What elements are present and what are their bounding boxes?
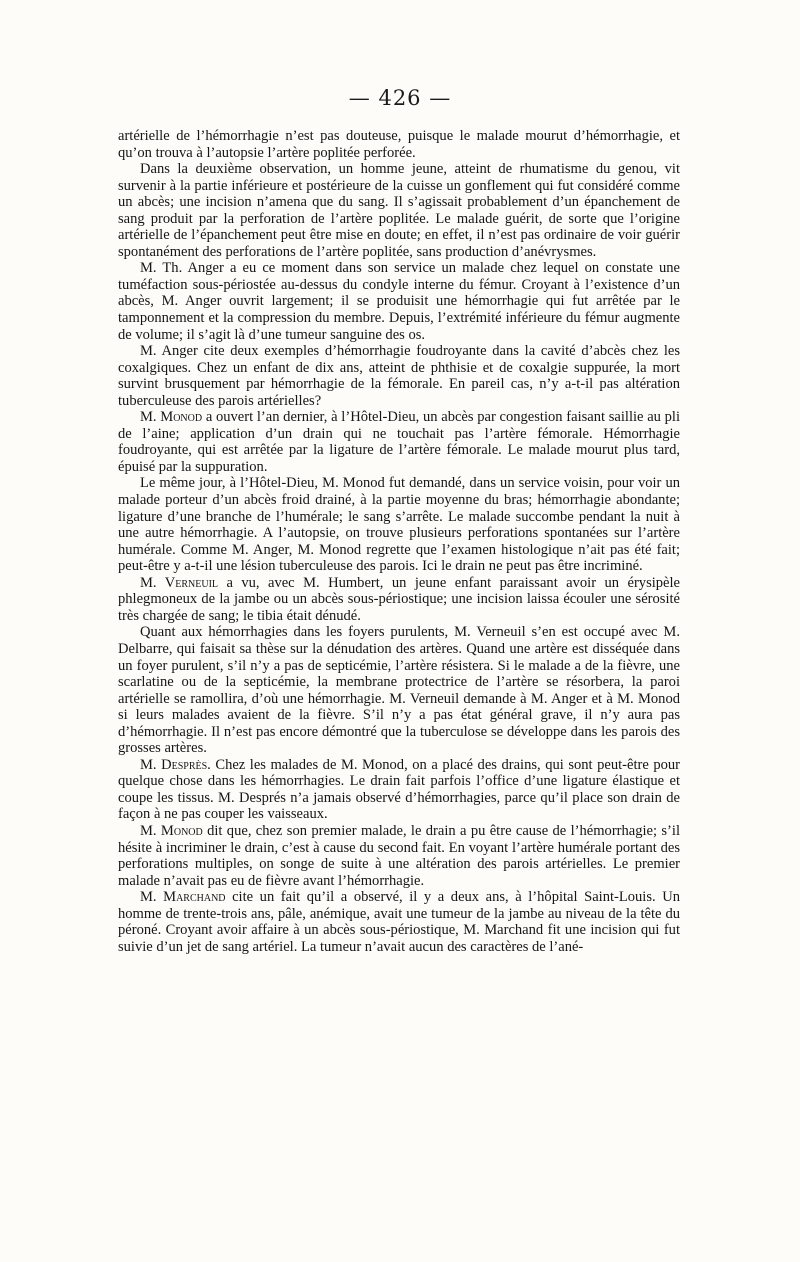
paragraph: M. Monod a ouvert l’an dernier, à l’Hôtel-Dieu, un abcès par congestion faisant saillie au pli de l’aine; application d’un drain qui ne touchait pas l’artère fémorale. Hémorrhagie foudroyante, qui est arrêtée par la ligature de l’artère fémorale. Le malade mourut plus tard, épuisé par la suppuration.: [118, 409, 680, 475]
paragraph: M. Anger cite deux exemples d’hémorrhagie foudroyante dans la cavité d’abcès chez les coxalgiques. Chez un enfant de dix ans, atteint de phthisie et de coxalgie suppurée, la mort survint brusquement par hémorrhagie de la fémorale. En pareil cas, n’y a-t-il pas altération tuberculeuse des parois artérielles?: [118, 343, 680, 409]
paragraph: M. Desprès. Chez les malades de M. Monod, on a placé des drains, qui sont peut-être pour quelque chose dans les hémorrhagies. Le drain fait parfois l’office d’une ligature élastique et coupe les tissus. M. Després n’a jamais observé d’hémorrhagies, parce qu’il place son drain de façon à ne pas couper les vaisseaux.: [118, 756, 681, 823]
speaker-name: M. Monod: [140, 409, 203, 426]
paragraph: M. Th. Anger a eu ce moment dans son service un malade chez lequel on constate une tuméfaction sous-périostée au-dessus du condyle interne du fémur. Croyant à l’existence d’un abcès, M. Anger ouvrit largement; il se produisit une hémorrhagie qui fut arrêtée par le tamponnement et la compression du membre. Depuis, l’extrémité inférieure du fémur augmente de volume; il s’agit là d’une tumeur sanguine des os.: [118, 260, 680, 343]
speaker-name: M. Marchand: [140, 889, 226, 906]
speaker-name: M. Verneuil: [140, 574, 219, 591]
speaker-name: M. Desprès.: [140, 756, 211, 773]
page-number: — 426 —: [348, 86, 452, 110]
paragraph: M. Monod dit que, chez son premier malade, le drain a pu être cause de l’hémorrhagie; s’il hésite à incriminer le drain, c’est à cause du second fait. En voyant l’artère humérale portant des perforations multiples, on songe de suite à une altération des parois artérielles. Le premier malade n’avait pas eu de fièvre avant l’hémorrhagie.: [118, 822, 680, 889]
speaker-name: M. Monod: [140, 822, 203, 839]
body-text: [118, 128, 680, 955]
paragraph: M. Marchand cite un fait qu’il a observé, il y a deux ans, à l’hôpital Saint-Louis. Un homme de trente-trois ans, pâle, anémique, avait une tumeur de la jambe au niveau de la tête du péroné. Croyant avoir affaire à un abcès sous-périostique, M. Marchand fit une incision qui fut suivie d’un jet de sang artériel. La tumeur n’avait aucun des caractères de l’ané-: [118, 889, 680, 955]
paragraph: Le même jour, à l’Hôtel-Dieu, M. Monod fut demandé, dans un service voisin, pour voir un malade porteur d’un abcès froid drainé, à la partie moyenne du bras; hémorrhagie abondante; ligature d’une branche de l’humérale; le sang s’arrête. Le malade succombe pendant la nuit à une autre hémorrhagie. A l’autopsie, on trouve plusieurs perforations spontanées sur l’artère humérale. Comme M. Anger, M. Monod regrette que l’examen histologique n’ait pas été fait; peut-être y a-t-il une lésion tuberculeuse des parois. Ici le drain ne peut pas être incriminé.: [118, 475, 680, 575]
paragraph: artérielle de l’hémorrhagie n’est pas douteuse, puisque le malade mourut d’hémorrhagie, et qu’on trouva à l’autopsie l’artère poplitée perforée.: [118, 128, 680, 161]
paragraph: Quant aux hémorrhagies dans les foyers purulents, M. Verneuil s’en est occupé avec M. Delbarre, qui faisait sa thèse sur la dénudation des artères. Quand une artère est disséquée dans un foyer purulent, s’il n’y a pas de septicémie, l’artère résistera. Si le malade a de la fièvre, une scarlatine ou de la septicémie, la membrane protectrice de l’artère se résorbera, la paroi artérielle se ramollira, d’où une hémorrhagie. M. Verneuil demande à M. Anger et à M. Monod si leurs malades avaient de la fièvre. S’il n’y a pas état général grave, il n’y aura pas d’hémorrhagie. Il n’est pas encore démontré que la tuberculose se développe dans les parois des grosses artères.: [118, 624, 680, 757]
paragraph: Dans la deuxième observation, un homme jeune, atteint de rhumatisme du genou, vit survenir à la partie inférieure et postérieure de la cuisse un gonflement qui fut considéré comme un abcès; une incision n’amena que du sang. Il s’agissait probablement d’un épanchement de sang produit par la perforation de l’artère poplitée. Le malade guérit, de sorte que l’origine artérielle de l’épanchement peut être mise en doute; en effet, il n’est pas ordinaire de voir guérir spontanément des perforations de l’artère poplitée, sans production d’anévrysmes.: [118, 161, 680, 260]
paragraph: M. Verneuil a vu, avec M. Humbert, un jeune enfant paraissant avoir un érysipèle phlegmoneux de la jambe ou un abcès sous-périostique; une incision laissa écouler une sérosité très chargée de sang; le tibia était dénudé.: [118, 574, 680, 624]
